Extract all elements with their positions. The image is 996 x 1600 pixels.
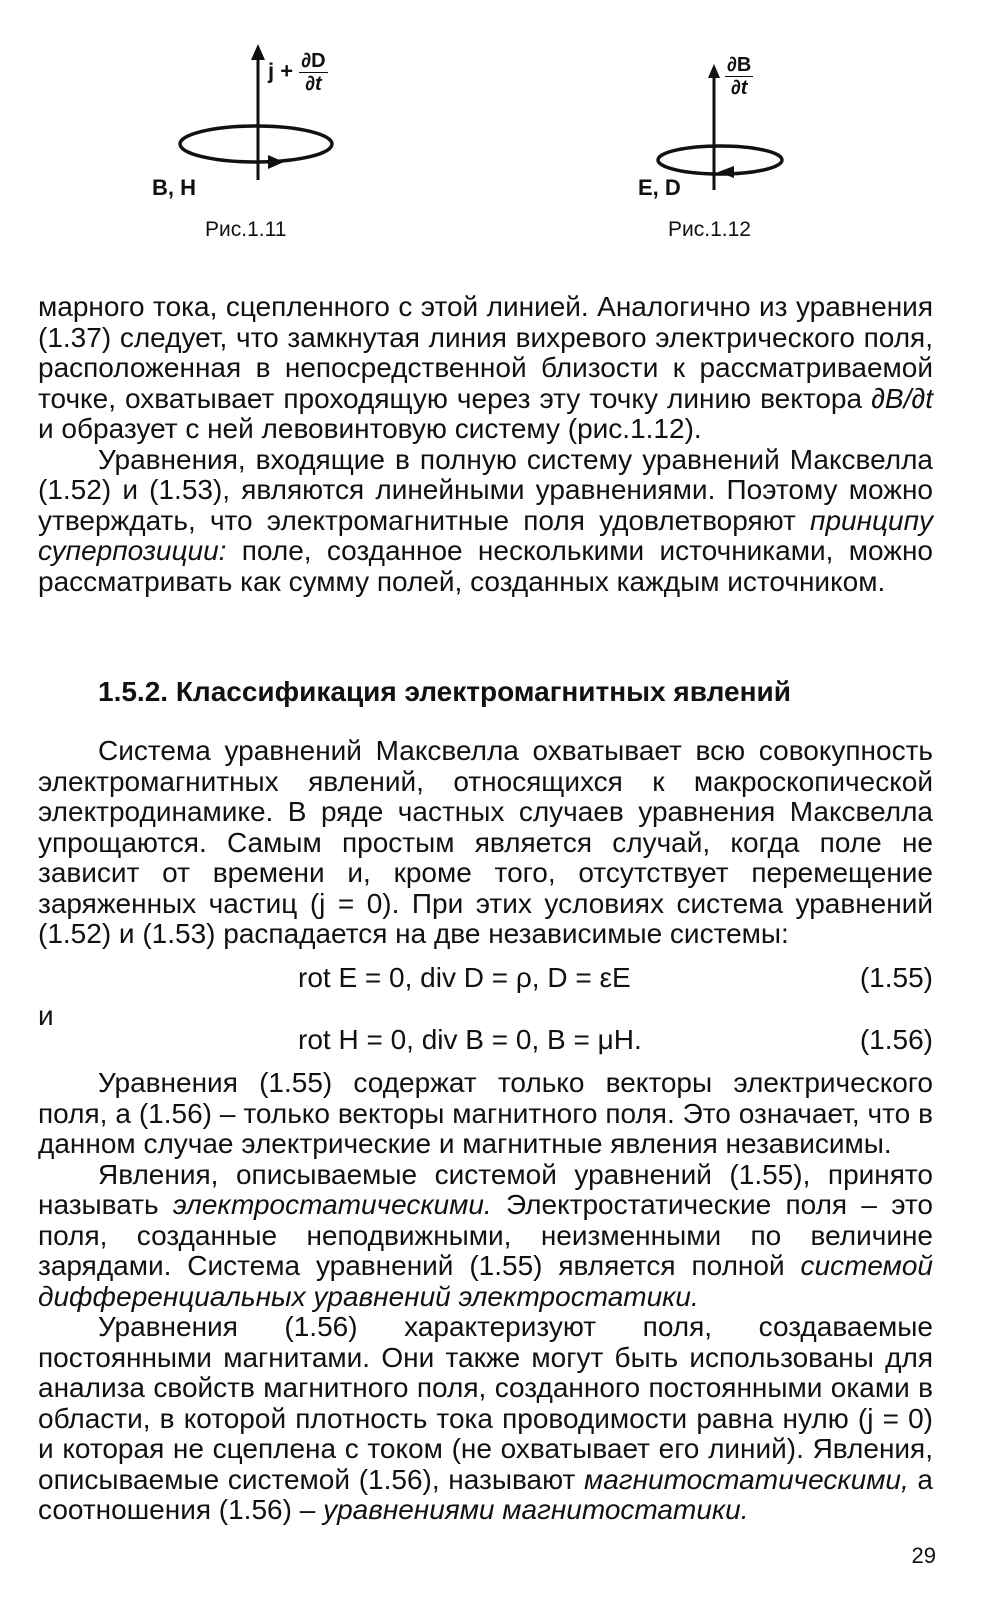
equation-1-55-body: rot E = 0, div D = ρ, D = εE — [298, 962, 631, 993]
figure-1-11-caption: Рис.1.11 — [205, 218, 287, 241]
paragraph-6-text-c: а соотношения (1.56) – — [38, 1463, 934, 1525]
paragraph-5-emphasis-2: системой дифференциальных уравнений электростатики. — [38, 1250, 933, 1312]
paragraph-6-text-a: Уравнения (1.56) характеризуют поля, создаваемые постоянными магнитами. Они также могут быть использованы для анализа свойств магнитного поля, созданного постоянными оками в области, в которой плотность тока проводимости равна нулю (j = 0) и которая не сцеплена с током (не охватывает его линий). Явления, описываемые системой (1.56), называют — [38, 1311, 933, 1495]
paragraph-1-text-c: и образует с ней левовинтовую систему (рис.1.12). — [38, 413, 702, 444]
figure-1-11-label: B, H — [152, 175, 196, 200]
text-block-top — [38, 292, 933, 597]
paragraph-4: Уравнения (1.55) содержат только векторы электрического поля, а (1.56) – только векторы магнитного поля. Это означает, что в данном случае электрические и магнитные явления независимы. — [38, 1067, 933, 1159]
paragraph-6-emphasis-2: уравнениями магнитостатики. — [323, 1494, 749, 1525]
paragraph-5-text-a: Явления, описываемые системой уравнений (1.55), принято называть — [38, 1158, 933, 1220]
figure-1-12-fraction — [725, 54, 753, 99]
paragraph-5 — [38, 1160, 933, 1313]
figure-1-12-caption: Рис.1.12 — [668, 218, 751, 241]
equation-1-56 — [38, 1024, 933, 1056]
paragraph-6-emphasis-1: магнитостатическими, — [584, 1463, 909, 1495]
equation-1-55-number: (1.55) — [859, 962, 933, 993]
equation-1-56-number: (1.56) — [859, 1024, 933, 1055]
figure-1-11-fraction — [299, 50, 327, 95]
paragraph-1-formula: ∂B/∂t — [871, 382, 933, 414]
paragraph-2-text-a: Уравнения, входящие в полную систему уравнений Максвелла (1.52) и (1.53), являются линейными уравнениями. Поэтому можно утверждать, что электромагнитные поля удовлетворяют — [38, 443, 933, 536]
figure-1-11-frac-denominator: ∂t — [305, 73, 322, 95]
section-heading: 1.5.2. Классификация электромагнитных явлений — [98, 676, 791, 707]
figure-1-12 — [630, 40, 820, 250]
figure-1-11-frac-numerator: ∂D — [301, 50, 326, 72]
text-block-middle — [38, 736, 933, 950]
paragraph-5-emphasis-1: электростатическими. — [172, 1189, 492, 1220]
text-block-bottom — [38, 1068, 933, 1526]
figure-1-12-frac-numerator: ∂B — [727, 54, 752, 76]
paragraph-1-text-a: марного тока, сцепленного с этой линией. Аналогично из уравнения (1.37) следует, что замкнутая линия вихревого электрического поля, расположенная в непосредственной близости к рассматриваемой точке, охватывает проходящую через эту точку линию вектора — [38, 291, 933, 414]
paragraph-5-text-c: Электростатические поля – это поля, созданные неподвижными, неизменными по величине зарядами. Система уравнений (1.55) является полной — [38, 1189, 933, 1281]
page-number: 29 — [911, 1543, 936, 1568]
paragraph-2-emphasis: принципу суперпозиции: — [38, 504, 933, 566]
equation-1-55 — [38, 962, 933, 994]
paragraph-3: Система уравнений Максвелла охватывает всю совокупность электромагнитных явлений, относящихся к макроскопической электродинамике. В ряде частных случаев уравнения Максвелла упрощаются. Самым простым является случай, когда поле не зависит от времени и, кроме того, отсутствует перемещение заряженных частиц (j = 0). При этих условиях система уравнений (1.52) и (1.53) распадается на две независимые системы: — [38, 735, 933, 949]
paragraph-2-text-c: поле, созданное несколькими источниками, можно рассматривать как сумму полей, созданных каждым источником. — [38, 535, 933, 597]
figure-1-11-arrow-label-prefix: j + — [268, 58, 294, 84]
paragraph-2 — [38, 445, 933, 598]
conjunction-and: и — [38, 1000, 54, 1031]
equation-1-56-body: rot H = 0, div B = 0, B = μH. — [298, 1024, 642, 1055]
figure-1-12-label: E, D — [638, 175, 681, 200]
figure-1-12-frac-denominator: ∂t — [730, 77, 748, 99]
figure-1-11 — [150, 40, 410, 250]
paragraph-1 — [38, 292, 933, 445]
paragraph-6 — [38, 1312, 933, 1526]
